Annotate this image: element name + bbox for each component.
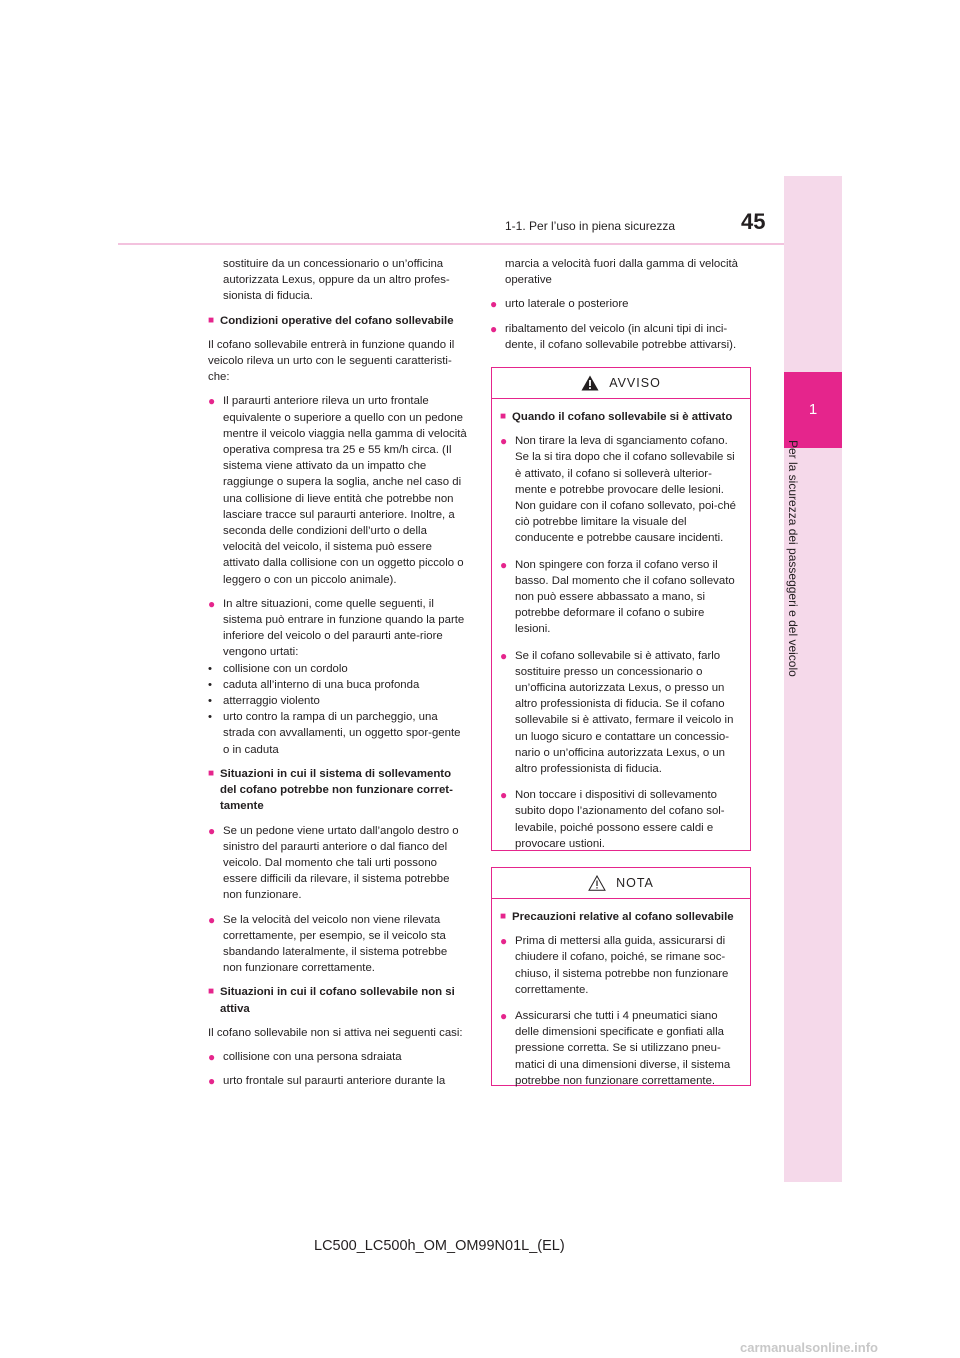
sub-list-item-text: atterraggio violento [223,695,320,708]
dot-marker-icon: • [208,678,212,691]
warning-box [491,367,751,851]
list-item-text: In altre situazioni, come quelle seguenti, il sistema può entrare in funzione quando la parte inferiore del veicolo o del paraurti ante-riore vengono urtati: [223,597,465,659]
list-item [500,787,742,852]
heading-non-activation [208,984,468,1016]
square-bullet-icon: ■ [208,314,215,326]
sub-list [208,661,468,758]
warning-box-header [492,368,750,399]
note-box-body [492,899,750,1089]
list-item-text: Se la velocità del veicolo non viene rilevata correttamente, per esempio, se il veicolo sta sbandando lateralmente, il sistema potrebbe non funzionare correttamente. [223,913,448,975]
list-item-text: ribaltamento del veicolo (in alcuni tipi di inci-dente, il cofano sollevabile potrebbe attivarsi). [505,322,737,351]
square-bullet-icon: ■ [500,911,507,922]
list-item [208,912,468,977]
square-bullet-icon: ■ [208,986,215,998]
circle-bullet-icon: ● [208,1049,216,1064]
heading-text: Situazioni in cui il cofano sollevabile non si attiva [220,986,455,1015]
list-item-text: Assicurarsi che tutti i 4 pneumatici siano delle dimensioni specificate e gonfiati alla pressione corretta. Se si utilizzano pneu-matici di una dimensioni diverse, il sistema potrebbe non funzionare correttamente. [515,1010,731,1087]
circle-bullet-icon: ● [208,912,216,927]
circle-bullet-icon: ● [490,297,498,312]
header-divider [118,243,784,245]
list-item-text: Non toccare i dispositivi di sollevamento subito dopo l’azionamento del cofano sol-levabile, poiché possono essere caldi e provocare ustioni. [515,789,725,850]
note-heading [500,909,742,925]
circle-bullet-icon: ● [208,596,216,611]
list-item [208,1073,468,1089]
list-item [208,823,468,904]
intro-continuation: sostituire da un concessionario o un’officina autorizzata Lexus, oppure da un altro profes-sionista di fiducia. [223,258,450,303]
list-item [500,933,742,998]
note-box [491,867,751,1086]
note-box-title: NOTA [616,875,654,890]
heading-malfunction-situations [208,766,468,815]
list-item-text: Non spingere con forza il cofano verso il basso. Dal momento che il cofano sollevato non può essere abbassato a mano, si potrebbe deformare il cofano o subire lesioni. [515,558,735,636]
square-bullet-icon: ■ [500,411,507,422]
heading-text: Situazioni in cui il sistema di sollevamento del cofano potrebbe non funzionare corret-tamente [220,767,453,813]
page-number: 45 [741,209,766,234]
circle-bullet-icon: ● [208,394,216,409]
paragraph: Il cofano sollevabile entrerà in funzione quando il veicolo rileva un urto con le seguenti caratteristi-che: [208,338,455,384]
dot-marker-icon: • [208,662,212,675]
continuation-text: marcia a velocità fuori dalla gamma di velocità operative [505,258,738,287]
watermark: carmanualsonline.info [740,1340,878,1355]
circle-bullet-icon: ● [500,434,508,449]
list-item [500,433,742,546]
chapter-title-vertical: Per la sicurezza dei passeggeri e del veicolo [786,440,800,677]
list-item-text: Se il cofano sollevabile si è attivato, farlo sostituire presso un concessionario o un’officina autorizzata Lexus, o presso un altro professionista di fiducia. Se il cofano sollevabile si è attivato, fermare il veicolo in un luogo sicuro e contattare un concessio-nario o un’officina autorizzata Lexus, o un altro professionista di fiducia. [515,649,734,776]
sub-list-item-text: caduta all’interno di una buca profonda [223,678,420,691]
circle-bullet-icon: ● [500,648,508,663]
list-item-text: urto frontale sul paraurti anteriore durante la [223,1075,446,1088]
list-item-text: Il paraurti anteriore rileva un urto frontale equivalente o superiore a quello con un pedone mentre il veicolo viaggia nella gamma di velocità operativa compresa tra 25 e 55 km/h circa. (Il sistema viene attivato da un impatto che raggiunge o supera la soglia, anche nel caso di una collisione di lieve entità che potrebbe non lasciare tracce sul paraurti anteriore. Inoltre, a seconda delle condizioni dell’urto o della velocità del veicolo, il sistema può essere attivato dalla collisione con un oggetto piccolo o leggero o con un piccolo animale). [223,395,467,586]
list-item [500,648,742,778]
heading-text: Quando il cofano sollevabile si è attivato [512,411,733,423]
circle-bullet-icon: ● [208,1074,216,1089]
heading-text: Condizioni operative del cofano sollevabile [220,314,454,327]
heading-text: Precauzioni relative al cofano sollevabile [512,911,734,923]
warning-box-body [492,399,750,852]
chapter-number-badge: 1 [784,372,842,448]
dot-marker-icon: • [208,711,212,724]
list-item-text: collisione con una persona sdraiata [223,1050,402,1063]
dot-marker-icon: • [208,695,212,708]
note-box-header [492,868,750,899]
paragraph: Il cofano sollevabile non si attiva nei seguenti casi: [208,1026,463,1039]
sub-list-item-text: urto contro la rampa di un parcheggio, una strada con avvallamenti, un oggetto spor-gente o in caduta [223,711,461,756]
list-item-text: urto laterale o posteriore [505,298,629,311]
warning-heading [500,409,742,425]
square-bullet-icon: ■ [208,767,215,779]
circle-bullet-icon: ● [490,321,498,336]
circle-bullet-icon: ● [500,557,508,572]
warning-triangle-icon [581,375,599,391]
list-item-text: Se un pedone viene urtato dall’angolo destro o sinistro del paraurti anteriore o dal fianco del veicolo. Dal momento che tali urti possono essere difficili da rilevare, il sistema potrebbe non funzionare. [223,824,459,902]
circle-bullet-icon: ● [500,934,508,949]
list-item [490,321,752,353]
circle-bullet-icon: ● [500,1009,508,1024]
list-item [208,1049,468,1065]
list-item-text: Non tirare la leva di sganciamento cofano. Se la si tira dopo che il cofano sollevabile si è attivato, il cofano si solleverà ulterior-mente e potrebbe provocare delle lesioni. Non guidare con il cofano sollevato, poi-ché ciò potrebbe limitare la visuale del conducente e potrebbe causare incidenti. [515,435,736,545]
list-item [208,596,468,661]
left-column [208,256,468,1097]
list-item [500,1008,742,1089]
list-item [490,296,752,312]
warning-box-title: AVVISO [609,375,661,390]
list-item-text: Prima di mettersi alla guida, assicurarsi di chiudere il cofano, poiché, se rimane soc-chiuso, il sistema potrebbe non funzionare correttamente. [515,935,729,996]
caution-triangle-icon [588,875,606,891]
manual-code-footer: LC500_LC500h_OM_OM99N01L_(EL) [314,1238,565,1254]
sub-list-item [208,709,468,758]
right-column [490,256,752,361]
sub-list-item-text: collisione con un cordolo [223,662,348,675]
list-item [208,393,468,587]
heading-operating-conditions [208,313,468,329]
section-title: 1-1. Per l’uso in piena sicurezza [505,219,676,233]
sub-list-item [208,693,468,709]
sub-list-item [208,661,468,677]
sub-list-item [208,677,468,693]
list-item [500,557,742,638]
circle-bullet-icon: ● [208,823,216,838]
circle-bullet-icon: ● [500,788,508,803]
